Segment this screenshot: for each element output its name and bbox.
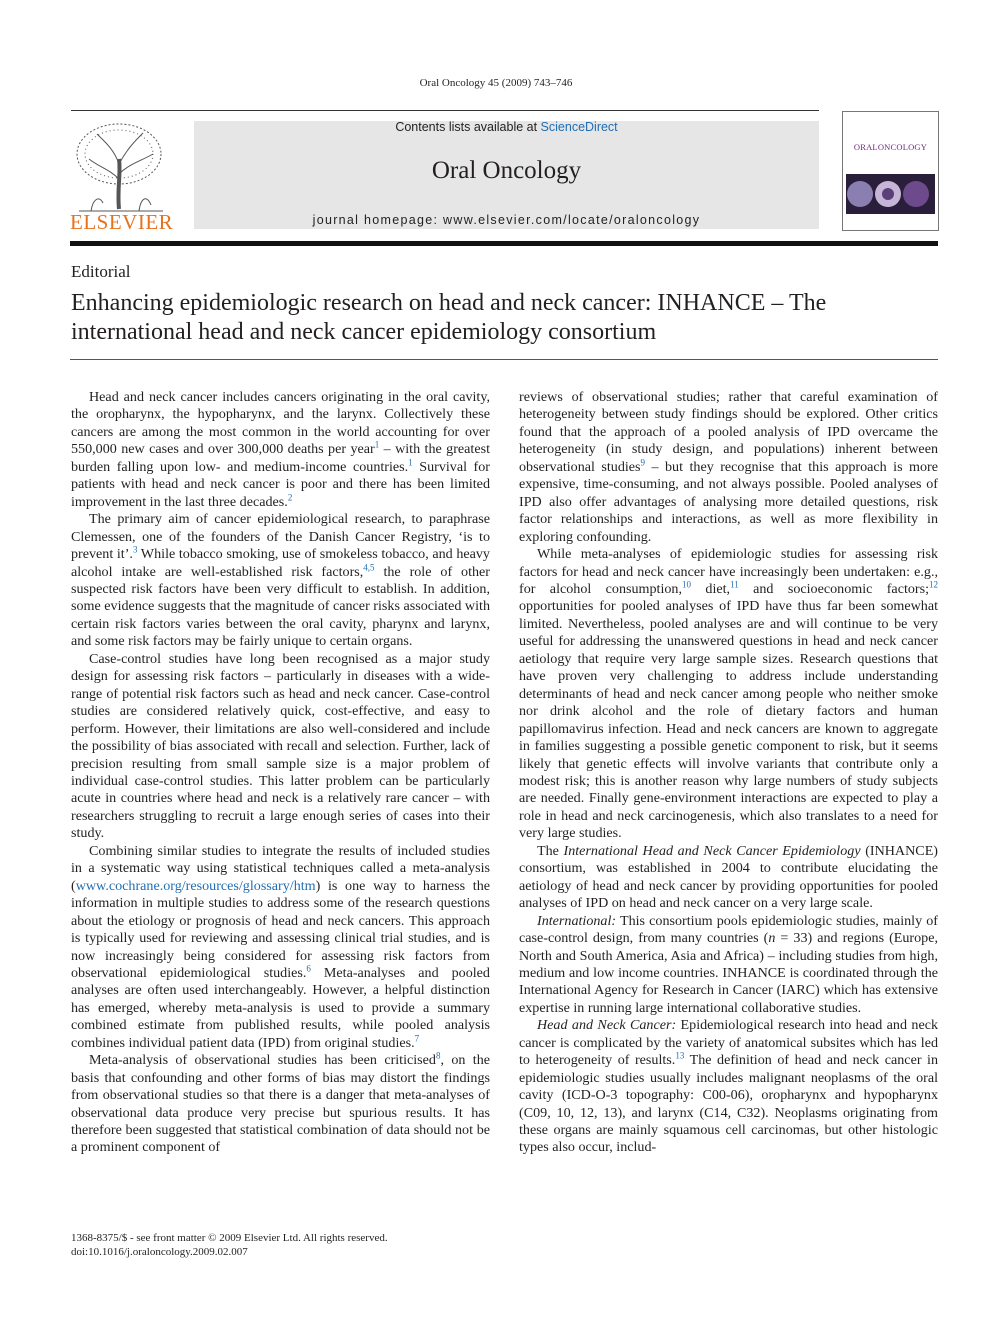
- paragraph: While meta-analyses of epidemiologic studies for assessing risk factors for head and neck cancer have increasingly been undertaken: e.g., for alcohol consumption,$^{10}$ diet,$^{11}$ and socioeconomic factors;$^{12}$ opportunities for pooled analyses of IPD have thus far been somewhat limited. Nevertheless, pooled analyses are and will continue to be very useful for addressing the unanswered questions in head and neck cancer aetiology that require very large sample sizes. Research questions that have proven very challenging to address include understanding determinants of head and neck cancer among people who neither smoke nor drink alcohol and the role of dietary factors and human papillomavirus infection. Head and neck cancers are known to aggregate in families suggesting a possible genetic component to risk, but it seems likely that genetic effects will involve variants that contribute only a modest risk; this is another reason why large numbers of study subjects are needed. Finally gene-environment interactions are expected to play a role in head and neck carcinogenesis, which also translates to a need for very large studies.: [519, 546, 939, 842]
- copyright-line: 1368-8375/$ - see front matter © 2009 Elsevier Ltd. All rights reserved.: [71, 1232, 388, 1244]
- citation-ref[interactable]: 12: [929, 579, 939, 590]
- paragraph: Head and Neck Cancer: Epidemiological research into head and neck cancer is complicated by the variety of anatomical subsites which has led to heterogeneity of results.$^{13}$ The definition of head and neck cancer in epidemiologic studies usually includes malignant neoplasms of the oral cavity (ICD-O-3 topography: C00-06), oropharynx and hypopharynx (C09, 10, 12, 13), and larynx (C14, C32). Neoplasms originating from these organs are mainly squamous cell carcinomas, but other histologic types also occur, includ-: [519, 1017, 939, 1156]
- title-rule: [70, 359, 938, 360]
- paragraph: Combining similar studies to integrate the results of included studies in a systematic way using statistical techniques called a meta-analysis (www.cochrane.org/resources/glossary/htm) is one way to harness the information in multiple studies to address some of the research questions about the etiology or prognosis of head and neck cancers. This approach is typically used for reviewing and assessing clinical trial studies, and is now increasingly being considered for assessing risk factors from observational epidemiological studies.$^6$ Meta-analyses and pooled analyses are often used interchangeably. However, a helpful distinction has emerged, whereby meta-analysis is used to provide a summary combined estimate from published results, while pooled analysis combines individual patient data (IPD) from original studies.$^7$: [71, 842, 490, 1051]
- journal-citation: Oral Oncology 45 (2009) 743–746: [419, 77, 573, 89]
- citation-ref[interactable]: 13: [675, 1050, 685, 1061]
- citation-ref[interactable]: 4,5: [363, 561, 375, 572]
- paragraph: Meta-analysis of observational studies has been criticised$^8$, on the basis that confounding and other forms of bias may distort the findings from observational studies so that there is a danger that meta-analyses of observational data produce very precise but spurious results. It has therefore been suggested that statistical combination of data should not be a prominent component of: [71, 1050, 491, 1156]
- citation-ref[interactable]: 2: [287, 492, 293, 503]
- journal-homepage[interactable]: journal homepage: www.elsevier.com/locate/oraloncology: [312, 213, 701, 227]
- paragraph: The International Head and Neck Cancer Epidemiology (INHANCE) consortium, was established in 2004 to contribute elucidating the aetiology of head and neck cancer by providing opportunities for pooled analyses of IPD on head and neck cancer on a very large scale.: [519, 842, 938, 912]
- paragraph: Case-control studies have long been recognised as a major study design for assessing risk factors – particularly in diseases with a wide-range of potential risk factors such as head and neck cancer. Case-control studies are considered relatively quick, cost-effective, and easy to perform. However, their limitations are also well-considered and include the possibility of bias associated with recall and selection. Further, lack of precision resulting from small sample size is a major problem of individual case-control studies. This latter problem can be particularly acute in countries where head and neck is a relatively rare cancer – with researchers struggling to recruit a large enough series of cases into their study.: [71, 650, 490, 842]
- body-column-right: [519, 389, 938, 1157]
- paragraph: International: This consortium pools epidemiologic studies, mainly of case-control design, from many countries (n = 33) and regions (Europe, North and South America, Asia and Africa) – including studies from high, medium and low income countries. INHANCE is coordinated through the International Agency for Research in Cancer (IARC) which has extensive expertise in running large international collaborative studies.: [519, 912, 938, 1016]
- cover-title: ORALONCOLOGY: [853, 142, 928, 152]
- journal-cover-thumbnail: [842, 111, 939, 231]
- footer-notice: [71, 1231, 388, 1259]
- paragraph: The primary aim of cancer epidemiological research, to paraphrase Clemessen, one of the founders of the Danish Cancer Registry, ‘is to prevent it’.$^3$ While tobacco smoking, use of smokeless tobacco, and heavy alcohol intake are well-established risk factors,$^{4,5}$ the role of other suspected risk factors have been very difficult to establish. In addition, some evidence suggests that the magnitude of cancer risks associated with certain risk factors varies between the oral cavity, pharynx and larynx, and some risk factors may be fairly unique to certain organs.: [71, 511, 491, 650]
- header-thick-rule: [70, 241, 938, 246]
- elsevier-wordmark: ELSEVIER: [70, 210, 174, 234]
- citation-ref[interactable]: 11: [730, 579, 739, 590]
- citation-ref[interactable]: 1: [374, 439, 380, 450]
- paragraph: reviews of observational studies; rather that careful examination of heterogeneity between study findings should be explored. Other critics found that the approach of a pooled analysis of IPD overcame the heterogeneity (in study design, and populations) inherent between observational studies$^9$ – but they recognise that this approach is more expensive, time-consuming, and not always possible. Pooled analyses of IPD also offer advantages of analysing more detailed questions, risk factor relationships and interactions, as well as more flexibility in exploring confounding.: [519, 389, 938, 545]
- sciencedirect-link[interactable]: ScienceDirect: [540, 120, 618, 134]
- citation-ref[interactable]: 6: [306, 963, 311, 974]
- article-title: Enhancing epidemiologic research on head and neck cancer: INHANCE – The international head and neck cancer epidemiology consortium: [71, 290, 827, 345]
- doi-line[interactable]: doi:10.1016/j.oraloncology.2009.02.007: [71, 1246, 248, 1258]
- header-rule: [71, 110, 819, 111]
- section-label: Editorial: [71, 262, 131, 281]
- cochrane-link[interactable]: www.cochrane.org/resources/glossary/htm: [75, 877, 316, 894]
- contents-prefix: Contents lists available at: [395, 120, 541, 134]
- citation-ref[interactable]: 3: [132, 544, 138, 555]
- citation-ref[interactable]: 1: [408, 457, 413, 468]
- citation-ref[interactable]: 10: [682, 579, 692, 590]
- contents-availability: [194, 120, 819, 134]
- citation-ref[interactable]: 8: [435, 1050, 441, 1061]
- paragraph: Head and neck cancer includes cancers originating in the oral cavity, the oropharynx, the hypopharynx, and the larynx. Collectively these cancers are among the most common in the world accounting for over 550,000 new cases and over 300,000 deaths per year$^1$ – with the greatest burden falling upon low- and medium-income countries.$^1$ Survival for patients with head and neck cancer is poor and there has been limited improvement in the last three decades.$^2$: [71, 389, 490, 510]
- cover-image: [846, 174, 935, 214]
- journal-name: Oral Oncology: [431, 157, 582, 184]
- body-column-left: [71, 389, 490, 1157]
- citation-ref[interactable]: 7: [414, 1033, 420, 1044]
- citation-ref[interactable]: 9: [640, 457, 646, 468]
